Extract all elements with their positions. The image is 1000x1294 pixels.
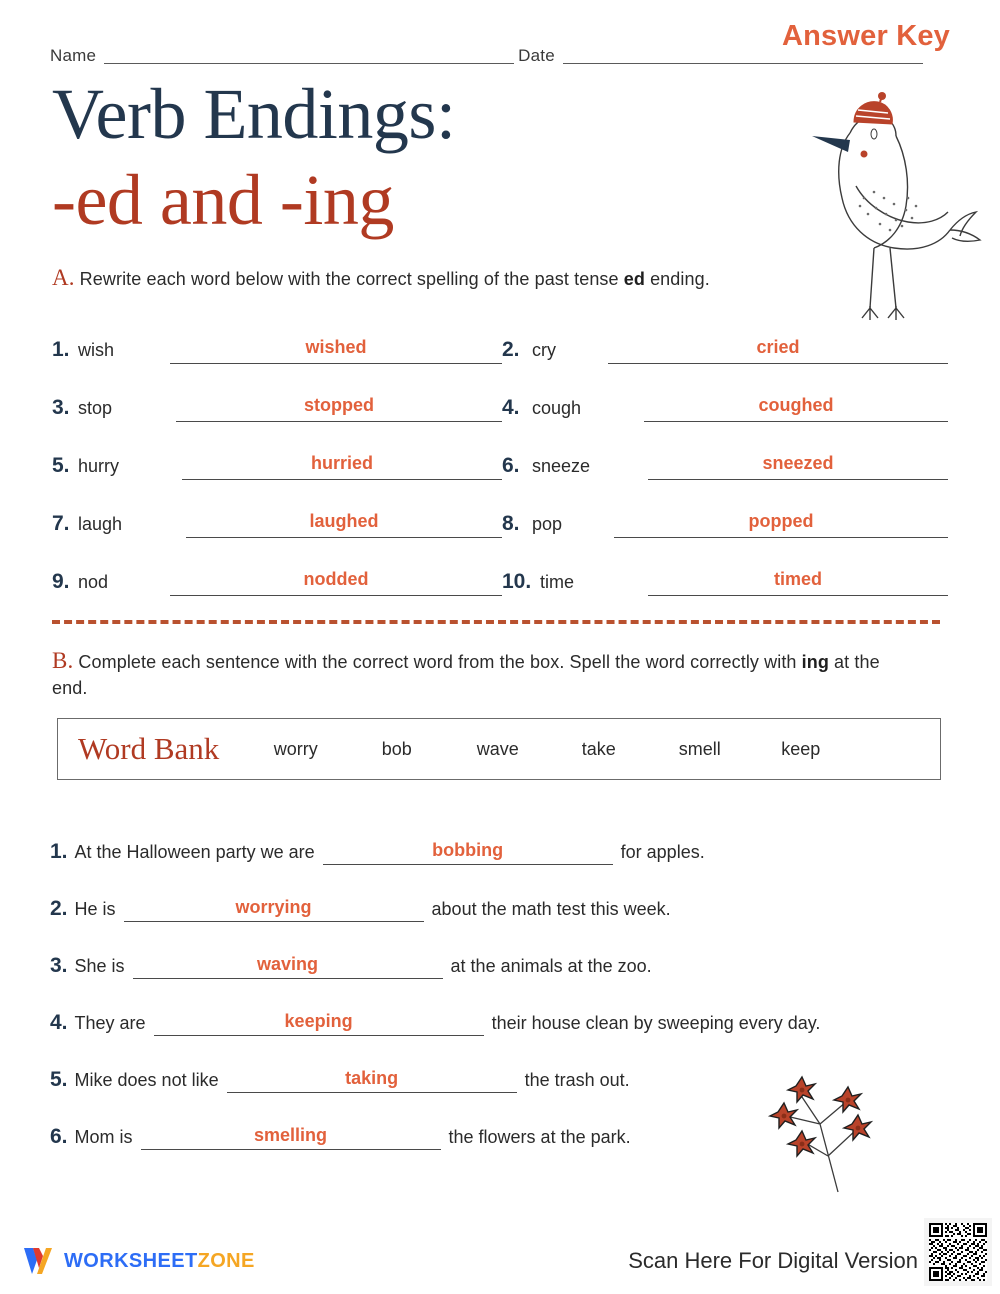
section-a-letter: A. [52,265,75,290]
answer-blank[interactable] [154,1012,484,1036]
flowers-illustration [760,1032,900,1202]
section-a-instruction-pre: Rewrite each word below with the correct spelling of the past tense [79,269,624,289]
base-word: cough [532,398,582,418]
exercise-item [50,318,500,376]
base-word: stop [78,398,113,418]
answer-blank[interactable] [227,1069,517,1093]
word-bank-item[interactable]: bob [381,738,412,759]
logo-text [64,1250,255,1273]
item-number: 5. [52,454,70,477]
sentence-number: 2. [50,897,68,920]
sentence-number: 6. [50,1125,68,1148]
word-bank-item[interactable]: smell [678,738,721,759]
answer-blank[interactable] [141,1126,441,1150]
section-a-instruction [52,265,912,292]
item-number: 1. [52,338,70,361]
section-a-instruction-post: ending. [644,269,710,289]
worksheetzone-logo[interactable] [22,1246,255,1276]
answer-blank[interactable] [644,421,948,422]
sentence-prefix: He is [74,899,116,919]
sentence-suffix: for apples. [620,842,705,862]
section-b-instruction-pre: Complete each sentence with the correct word from the box. Spell the word correctly with [78,652,802,672]
sentence-row [50,922,950,979]
answer-text: stopped [304,395,374,415]
sentence-suffix: about the math test this week. [431,899,671,919]
answer-blank[interactable] [186,537,502,538]
answer-text: worrying [235,897,312,917]
answer-text: laughed [309,511,379,531]
item-number: 3. [52,396,70,419]
logo-text-secondary: ZONE [197,1249,255,1272]
exercise-row [50,376,950,434]
sentence-number: 5. [50,1068,68,1091]
word-bank [57,718,941,780]
sentence-suffix: at the animals at the zoo. [450,956,652,976]
exercise-item [500,318,950,376]
section-b-instruction-post: at the end. [52,652,880,698]
answer-blank[interactable] [648,479,948,480]
answer-text: smelling [254,1125,328,1145]
word-bank-item[interactable]: keep [781,738,821,759]
word-bank-label: Word Bank [78,731,220,766]
section-b-instruction [52,648,912,701]
base-word: hurry [78,456,120,476]
answer-text: hurried [310,453,373,473]
answer-blank[interactable] [608,363,948,364]
sentence-row [50,979,950,1036]
sentence-prefix: Mike does not like [74,1070,219,1090]
exercise-row [50,492,950,550]
answer-blank[interactable] [648,595,948,596]
name-input-line[interactable] [104,63,514,64]
answer-text: timed [773,569,822,589]
sentence-row [50,808,950,865]
sentence-number: 4. [50,1011,68,1034]
section-divider [52,620,940,624]
answer-key-badge: Answer Key [781,20,950,52]
answer-blank[interactable] [182,479,502,480]
answer-text: waving [257,954,319,974]
base-word: pop [532,514,563,534]
answer-text: bobbing [432,840,504,860]
answer-text: sneezed [762,453,834,473]
exercise-item [500,492,950,550]
word-bank-item[interactable]: wave [476,738,519,759]
item-number: 8. [502,512,520,535]
exercise-row [50,318,950,376]
word-bank-words [245,739,940,760]
scan-label: Scan Here For Digital Version [628,1248,918,1273]
sentence-suffix: the flowers at the park. [448,1127,631,1147]
logo-text-primary: WORKSHEET [64,1249,198,1272]
item-number: 9. [52,570,70,593]
exercise-item [500,550,950,608]
answer-blank[interactable] [170,363,502,364]
sentence-row [50,865,950,922]
word-bank-item[interactable]: worry [273,738,318,759]
exercise-item [50,550,500,608]
answer-text: nodded [303,569,369,589]
page-title-line2: -ed and -ing [52,160,394,240]
sentence-number: 3. [50,954,68,977]
answer-blank[interactable] [124,898,424,922]
exercise-row [50,550,950,608]
answer-blank[interactable] [614,537,948,538]
answer-blank[interactable] [133,955,443,979]
base-word: time [540,572,575,592]
base-word: laugh [78,514,123,534]
answer-blank[interactable] [323,841,613,865]
exercise-item [50,376,500,434]
date-input-line[interactable] [563,63,923,64]
exercise-item [500,376,950,434]
page-footer [0,1224,1000,1294]
logo-w-icon [22,1246,56,1276]
base-word: wish [78,340,115,360]
answer-text: taking [345,1068,399,1088]
base-word: nod [78,572,109,592]
sentence-prefix: They are [74,1013,146,1033]
exercise-row [50,434,950,492]
section-b-instruction-bold: ing [801,652,829,672]
qr-code[interactable] [924,1218,992,1286]
answer-blank[interactable] [176,421,502,422]
answer-text: cried [756,337,800,357]
section-b-letter: B. [52,648,74,673]
item-number: 2. [502,338,520,361]
exercise-item [50,492,500,550]
sentence-suffix: the trash out. [524,1070,630,1090]
page-title-line1: Verb Endings: [52,74,456,154]
item-number: 6. [502,454,520,477]
sentence-prefix: Mom is [74,1127,133,1147]
sentence-number: 1. [50,840,68,863]
answer-text: keeping [284,1011,353,1031]
sentence-prefix: At the Halloween party we are [74,842,315,862]
answer-text: popped [748,511,814,531]
date-label: Date [518,46,555,65]
section-a-items [50,318,950,608]
answer-blank[interactable] [170,595,502,596]
sentence-prefix: She is [74,956,125,976]
base-word: sneeze [532,456,591,476]
answer-text: coughed [758,395,834,415]
sentence-suffix: their house clean by sweeping every day. [491,1013,821,1033]
base-word: cry [532,340,556,360]
exercise-item [500,434,950,492]
name-label: Name [50,46,97,65]
answer-text: wished [305,337,367,357]
word-bank-item[interactable]: take [581,738,616,759]
item-number: 10. [502,570,532,593]
item-number: 4. [502,396,520,419]
item-number: 7. [52,512,70,535]
section-a-instruction-bold: ed [623,269,645,289]
exercise-item [50,434,500,492]
